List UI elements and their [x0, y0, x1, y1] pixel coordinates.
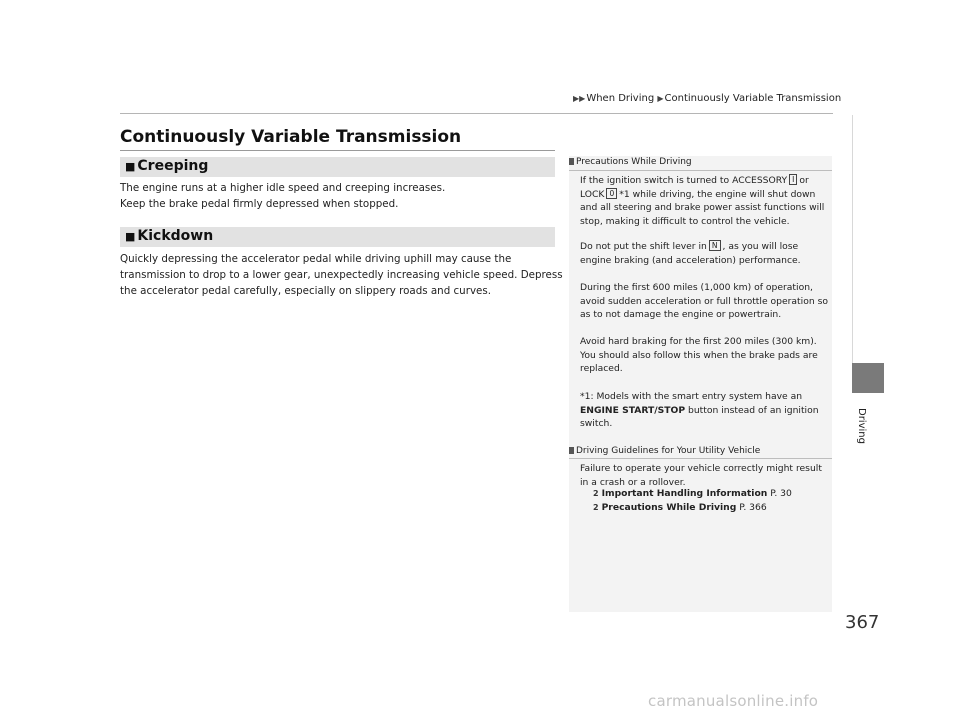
key-n-icon: N	[709, 240, 721, 251]
section-title-creeping: ■ Creeping	[125, 158, 209, 174]
section-title-kickdown: ■ Kickdown	[125, 228, 214, 244]
page-number: 367	[845, 612, 880, 633]
note-precautions-braking: Avoid hard braking for the first 200 miles (300 km). You should also follow this when the brake pads are replaced.	[580, 336, 818, 374]
breadcrumb-arrow-icon: ▶	[657, 94, 664, 103]
key-i-icon: I	[789, 174, 797, 185]
note-precautions-footnote: *1: Models with the smart entry system have an ENGINE START/STOP button instead of an ignition switch.	[580, 391, 819, 429]
kickdown-text: Quickly depressing the accelerator pedal while driving uphill may cause the transmission to drop to a lower gear, unexpectedly increasing vehicle speed. Depress the accelerator pedal carefully, especially on slippery roads and curves.	[120, 253, 563, 297]
note-heading-precautions: Precautions While Driving	[569, 157, 692, 167]
section-square-icon: ■	[125, 230, 136, 243]
ref-link-handling[interactable]: 2 Important Handling Information P. 30	[593, 488, 792, 499]
breadcrumb-item-cvt[interactable]: Continuously Variable Transmission	[664, 93, 842, 104]
page-ref-icon: 2	[593, 489, 599, 498]
breadcrumb	[573, 93, 841, 104]
page-title: Continuously Variable Transmission	[120, 127, 462, 147]
note-marker-icon	[569, 158, 574, 165]
creeping-text: The engine runs at a higher idle speed and creeping increases. Keep the brake pedal firmly depressed when stopped.	[120, 182, 446, 210]
note-divider	[569, 170, 832, 171]
title-divider	[120, 150, 555, 151]
header-divider	[120, 113, 833, 114]
side-divider	[852, 115, 853, 365]
note-guidelines-text: Failure to operate your vehicle correctly might result in a crash or a rollover.	[580, 463, 822, 488]
section-tab-marker	[852, 363, 884, 393]
ref-link-precautions[interactable]: 2 Precautions While Driving P. 366	[593, 502, 767, 513]
note-divider	[569, 458, 832, 459]
watermark: carmanualsonline.info	[648, 692, 819, 710]
breadcrumb-arrows-icon: ▶▶	[573, 94, 586, 103]
page-ref-icon: 2	[593, 503, 599, 512]
key-0-icon: 0	[606, 188, 617, 199]
note-precautions-breakin: During the first 600 miles (1,000 km) of operation, avoid sudden acceleration or full throttle operation so as to not damage the engine or powertrain.	[580, 282, 828, 320]
section-tab-label: Driving	[856, 408, 867, 444]
note-precautions-ignition: If the ignition switch is turned to ACCESSORY I or LOCK 0 *1 while driving, the engine will shut down and all steering and brake power assist functions will stop, making it difficult to control the vehicle.	[580, 175, 825, 227]
note-marker-icon	[569, 447, 574, 454]
section-square-icon: ■	[125, 160, 136, 173]
breadcrumb-item-when-driving[interactable]: When Driving	[586, 93, 655, 104]
note-heading-guidelines: Driving Guidelines for Your Utility Vehicle	[569, 446, 760, 456]
note-precautions-shift: Do not put the shift lever in N , as you will lose engine braking (and acceleration) performance.	[580, 241, 801, 266]
